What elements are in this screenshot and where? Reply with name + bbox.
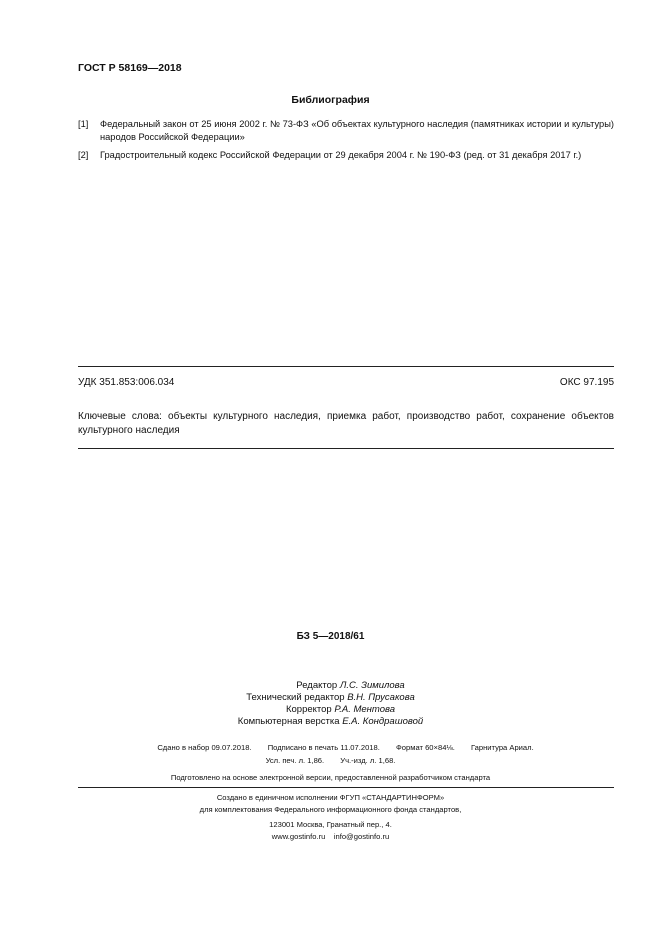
publisher-line: для комплектования Федерального информационного фонда стандартов, [199,805,462,814]
publisher-line: Создано в единичном исполнении ФГУП «СТАНДАРТИНФОРМ» [216,793,445,802]
standard-number: ГОСТ Р 58169—2018 [78,62,182,74]
editor-role: Технический редактор [246,692,345,703]
editor-name: Е.А. Кондрашовой [342,716,424,727]
entry-number: [1] [78,119,89,129]
bibliography-entry [78,149,614,162]
oks-code: ОКС 97.195 [559,377,614,388]
bibliography-title: Библиография [291,94,370,106]
publisher-contacts [0,830,661,843]
entry-text: Федеральный закон от 25 июня 2002 г. № 73-ФЗ «Об объектах культурного наследия (памятниках истории и культуры) народов Российской Федерации» [100,119,614,142]
entry-number: [2] [78,150,89,160]
imprint-print-sheets: Усл. печ. л. 1,86. [265,756,325,765]
keywords: Ключевые слова: объекты культурного наследия, приемка работ, производство работ, сохранение объектов культурного наследия [78,411,614,436]
editor-name: Л.С. Зимилова [339,680,405,691]
imprint-submitted: Сдано в набор 09.07.2018. [157,743,252,752]
publisher-address: 123001 Москва, Гранатный пер., 4. [269,820,392,829]
imprint-line [0,756,661,765]
divider [78,448,614,449]
divider [78,366,614,367]
imprint-signed: Подписано в печать 11.07.2018. [267,743,380,752]
editor-name: Р.А. Ментова [334,704,396,715]
imprint-font: Гарнитура Ариал. [470,743,534,752]
editor-role: Редактор [296,680,338,691]
editor-role: Корректор [285,704,332,715]
divider [78,787,614,788]
publisher-email[interactable]: info@gostinfo.ru [333,832,390,841]
editor-name: В.Н. Прусакова [347,692,415,703]
entry-text: Градостроительный кодекс Российской Федерации от 29 декабря 2004 г. № 190-ФЗ (ред. от 31 декабря 2017 г.) [100,150,582,160]
editor-line [0,716,661,727]
prepared-note: Подготовлено на основе электронной версии, предоставленной разработчиком стандарта [170,773,491,782]
imprint-line [15,743,661,752]
udk-code: УДК 351.853:006.034 [78,377,175,388]
publisher-web[interactable]: www.gostinfo.ru [271,832,326,841]
editor-role: Компьютерная верстка [237,716,340,727]
bz-number: БЗ 5—2018/61 [296,631,365,642]
editor-line [0,692,661,703]
editor-line [10,704,661,715]
imprint-format: Формат 60×84⅛. [396,743,455,752]
imprint-pub-sheets: Уч.-изд. л. 1,68. [340,756,396,765]
editor-line [20,680,661,691]
bibliography-entry [78,118,614,144]
